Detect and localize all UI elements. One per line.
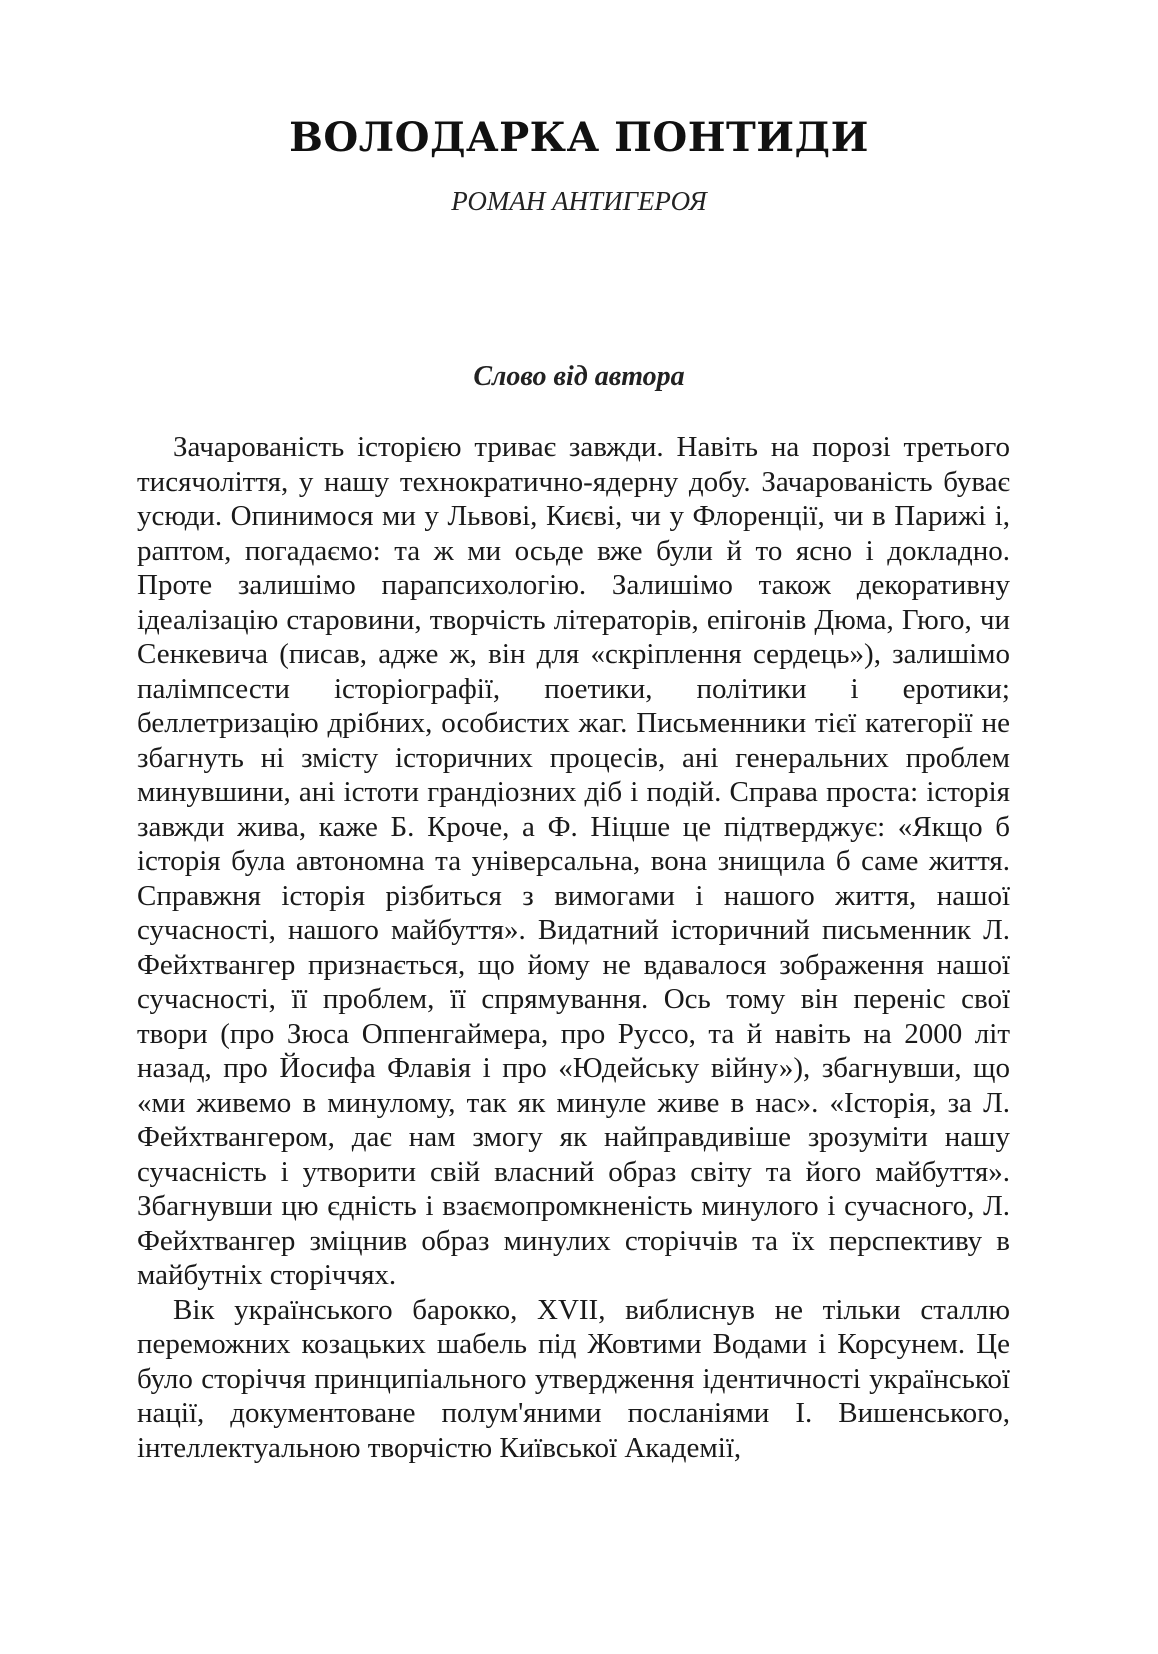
paragraph: Вік українського барокко, XVII, виблиснув не тільки сталлю переможних козацьких шабель під Жовтими Водами і Корсунем. Це було сторіччя принципіального утвердження ідентичності української нації, документоване полум'яними посланіями І. Вишенського, інтеллектуальною творчістю Київської Академії,: [137, 1293, 1010, 1464]
book-subtitle: РОМАН АНТИГЕРОЯ: [451, 186, 707, 216]
section-heading: Слово від автора: [473, 361, 685, 392]
body-text: [137, 430, 1010, 1465]
book-title: ВОЛОДАРКА ПОНТИДИ: [289, 114, 869, 161]
paragraph: Зачарованість історією триває завжди. Навіть на порозі третього тисячоліття, у нашу технократично-ядерну добу. Зачарованість буває усюди. Опинимося ми у Львові, Києві, чи у Флоренції, чи в Парижі і, раптом, погадаємо: та ж ми осьде вже були й то ясно і докладно. Проте залишімо парапсихологію. Залишімо також декоративну ідеалізацію старовини, творчість літераторів, епігонів Дюма, Гюго, чи Сенкевича (писав, адже ж, він для «скріплення сердець»), залишімо палімпсести історіографії, поетики, політики і еротики; беллетризацію дрібних, особистих жаг. Письменники тієї категорії не збагнуть ні змісту історичних процесів, ані генеральних проблем минувшини, ані істоти грандіозних діб і подій. Справа проста: історія завжди жива, каже Б. Кроче, а Ф. Ніцше це підтверджує: «Якщо б історія була автономна та універсальна, вона знищила б саме життя. Справжня історія різбиться з вимогами і нашого життя, нашої сучасності, нашого майбуття». Видатний історичний письменник Л. Фейхтвангер признається, що йому не вдавалося зображення нашої сучасності, її проблем, її спрямування. Ось тому він переніс свої твори (про Зюса Оппенгаймера, про Руссо, та й навіть на 2000 літ назад, про Йосифа Флавія і про «Юдейську війну»), збагнувши, що «ми живемо в минулому, так як минуле живе в нас». «Історія, за Л. Фейхтвангером, дає нам змогу як найправдивіше зрозуміти нашу сучасність і утворити свій власний образ світу та його майбуття». Збагнувши цю єдність і взаємопромкненість минулого і сучасного, Л. Фейхтвангер зміцнив образ минулих сторіччів та їх перспективу в майбутніх сторіччях.: [137, 431, 1010, 1291]
